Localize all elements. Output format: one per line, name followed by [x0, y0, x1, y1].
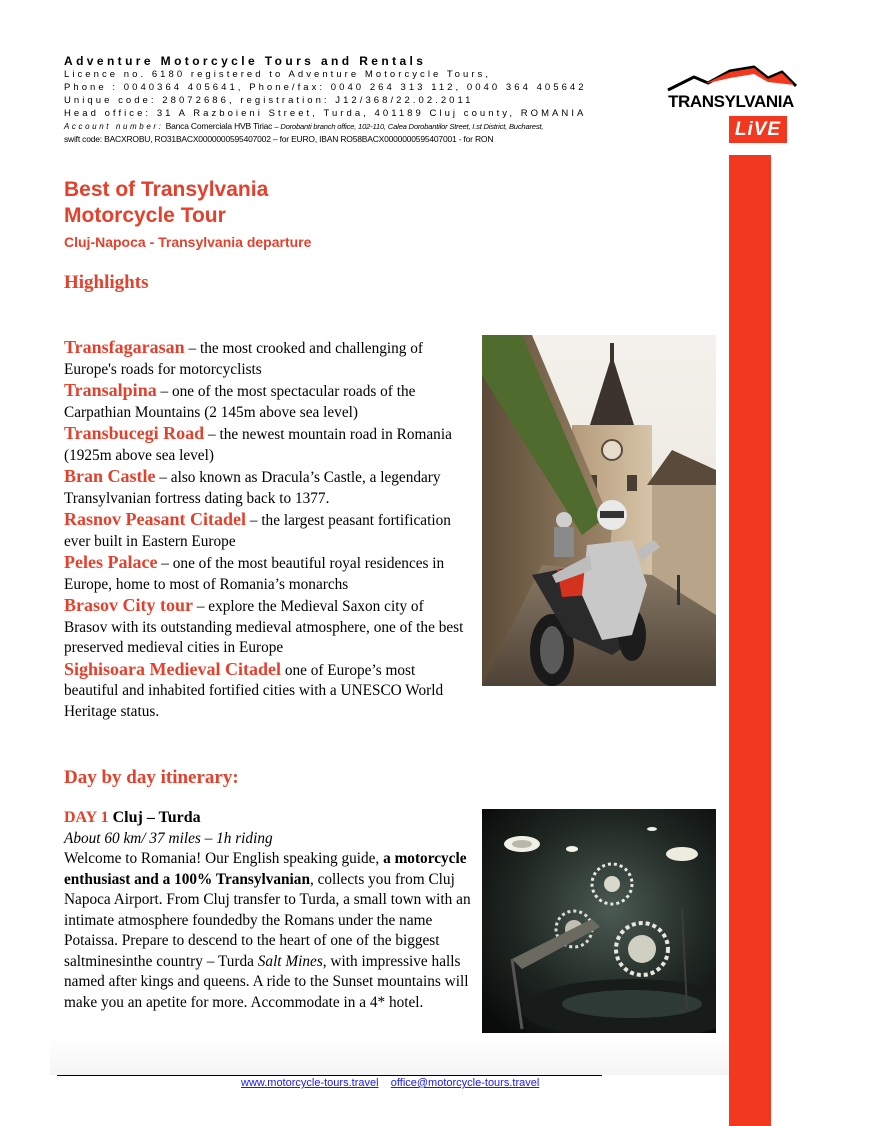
highlight-desc: – the most crooked and challenging of Europe's roads for motorcyclists	[64, 340, 423, 378]
day-desc-part-3: , with impressive halls named after kings and queens. A ride to the Sunset mountains will make you an apetite for more. Accommodate in a 4* hotel.	[64, 952, 469, 1011]
page-title	[64, 177, 268, 229]
day-desc-part-1: Welcome to Romania! Our English speaking guide,	[64, 850, 384, 867]
day-1-heading	[64, 808, 474, 829]
sighisoara-motorcycle-photo	[482, 335, 716, 686]
highlight-title: Brasov City tour	[64, 595, 193, 615]
day-desc-bold: a motorcycle enthusiast and a 100% Transylvanian	[64, 850, 467, 888]
second-rider-icon	[554, 512, 574, 557]
day-label: DAY 1	[64, 809, 109, 826]
logo-wordmark: TRANSYLVANIA	[668, 92, 794, 111]
highlight-item	[64, 509, 469, 552]
day-desc-part-2: , collects you from Cluj Napoca Airport. From Cluj transfer to Turda, a small town with an intimate atmosphere foundedby the Romans under the name Potaissa. Prepare to descend to the heart of one of the biggest saltminesinthe country – Turda	[64, 870, 471, 970]
highlight-title: Bran Castle	[64, 466, 156, 486]
day-description	[64, 849, 474, 1013]
day-1-section	[64, 808, 474, 1013]
day-desc-italic: Salt Mines	[257, 952, 323, 970]
highlight-item	[64, 552, 469, 595]
turda-salt-mine-photo	[482, 809, 716, 1033]
highlight-item	[64, 466, 469, 509]
highlight-title: Peles Palace	[64, 552, 158, 572]
highlight-desc: – also known as Dracula’s Castle, a legendary Transylvanian fortress dating back to 1377.	[64, 469, 441, 507]
highlight-desc: one of Europe’s most beautiful and inhabited fortified cities with a UNESCO World Heritage status.	[64, 661, 444, 720]
highlights-list	[64, 337, 469, 722]
day-route: Cluj – Turda	[108, 809, 201, 826]
highlight-title: Transalpina	[64, 380, 157, 400]
highlight-title: Rasnov Peasant Citadel	[64, 509, 247, 529]
unique-code-line: Unique code: 28072686, registration: J12/368/22.02.2011	[64, 95, 474, 106]
email-link[interactable]: office@motorcycle-tours.travel	[390, 1077, 540, 1089]
red-side-bar	[729, 155, 771, 1126]
highlight-item	[64, 423, 469, 466]
highlight-item	[64, 659, 469, 723]
highlight-title: Transfagarasan	[64, 337, 185, 357]
footer-links	[241, 1077, 539, 1089]
phone-line: Phone : 0040364 405641, Phone/fax: 0040 264 313 112, 0040 364 405642	[64, 82, 587, 93]
logo-live-badge: LiVE	[729, 116, 787, 143]
highlight-item	[64, 595, 469, 659]
itinerary-heading: Day by day itinerary:	[64, 767, 239, 788]
account-line	[64, 120, 624, 133]
footer-divider	[57, 1075, 602, 1076]
account-label: Account number:	[64, 122, 164, 131]
highlight-item	[64, 337, 469, 380]
highlight-title: Sighisoara Medieval Citadel	[64, 658, 281, 679]
day-distance: About 60 km/ 37 miles – 1h riding	[64, 829, 273, 847]
footer-shade	[50, 1035, 729, 1075]
company-header	[64, 54, 624, 145]
highlight-desc: – the largest peasant fortification ever built in Eastern Europe	[64, 512, 451, 550]
highlights-heading: Highlights	[64, 272, 149, 293]
head-office-line: Head office: 31 A Razboieni Street, Turda, 401189 Cluj county, ROMANIA	[64, 108, 587, 119]
licence-line: Licence no. 6180 registered to Adventure Motorcycle Tours,	[64, 69, 492, 80]
swift-line: swift code: BACXROBU, RO31BACX0000000595407002 – for EURO, IBAN RO58BACX0000000595407001 - for RON	[64, 134, 494, 144]
website-link[interactable]: www.motorcycle-tours.travel	[241, 1077, 379, 1089]
highlight-desc: – the newest mountain road in Romania (1925m above sea level)	[64, 426, 452, 464]
highlight-desc: – one of the most beautiful royal residences in Europe, home to most of Romania’s monarchs	[64, 555, 445, 593]
company-name: Adventure Motorcycle Tours and Rentals	[64, 54, 427, 68]
page-subtitle: Cluj-Napoca - Transylvania departure	[64, 234, 312, 250]
highlight-desc: – one of the most spectacular roads of the Carpathian Mountains (2 145m above sea level)	[64, 383, 416, 421]
highlight-title: Transbucegi Road	[64, 423, 205, 443]
bank-branch: – Dorobanti branch office, 102-110, Calea Dorobantilor Street, I.st District, Bucharest,	[274, 122, 544, 131]
highlight-desc: – explore the Medieval Saxon city of Brasov with its outstanding medieval atmosphere, one of the best preserved medieval cities in Europe	[64, 598, 464, 656]
title-line-1: Best of Transylvania	[64, 178, 269, 201]
highlight-item	[64, 380, 469, 423]
bank-name: Banca Comerciala HVB Tiriac	[165, 121, 273, 131]
title-line-2: Motorcycle Tour	[64, 204, 226, 227]
